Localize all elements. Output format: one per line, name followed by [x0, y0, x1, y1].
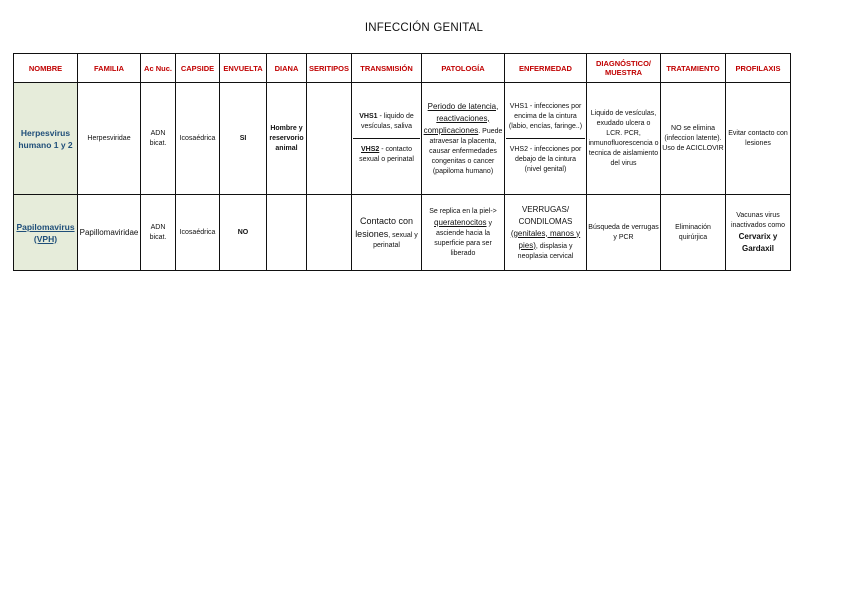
header-cell: FAMILIA: [78, 54, 141, 83]
transmision-cell: [352, 195, 422, 271]
enfermedad-vhs2: VHS2 - infecciones por debajo de la cintura (nivel genital): [509, 146, 582, 173]
vhs1-text: - liquido de vesículas, saliva: [361, 113, 414, 130]
table-row: [14, 83, 791, 195]
header-cell: TRATAMIENTO: [661, 54, 726, 83]
table-row: [14, 195, 791, 271]
virus-name-cell: [14, 195, 78, 271]
header-cell: TRANSMISIÓN: [352, 54, 422, 83]
tratamiento-cell: NO se elimina (infeccion latente). Uso de ACICLOVIR: [661, 83, 726, 195]
enfermedad-link-text: (genitales, manos y pies): [510, 228, 581, 250]
patologia-post: y asciende hacia la superficie para ser liberado: [434, 219, 492, 257]
capside-cell: Icosaédrica: [176, 195, 220, 271]
transmision-cell: [352, 83, 422, 195]
envuelta-cell: SI: [220, 83, 267, 195]
patologia-link-text: Periodo de latencia, reactivaciones, complicaciones: [423, 101, 499, 135]
seritipos-cell: [307, 83, 352, 195]
profilaxis-cell: [726, 195, 791, 271]
header-cell: PROFILAXIS: [726, 54, 791, 83]
vhs2-text: - contacto sexual o perinatal: [359, 146, 414, 163]
diana-cell: Hombre y reservorio animal: [267, 83, 307, 195]
diana-cell: [267, 195, 307, 271]
header-cell: NOMBRE: [14, 54, 78, 83]
tratamiento-cell: Eliminación quirúrjica: [661, 195, 726, 271]
document-title: INFECCIÓN GENITAL: [364, 22, 484, 34]
diagnostico-cell: Liquido de vesículas, exudado ulcera o LCR. PCR, inmunofluorescencia o tecnica de aislamiento del virus: [587, 83, 661, 195]
acnuc-cell: ADN bicat.: [141, 195, 176, 271]
virus-name: Papilomavirus (VPH): [16, 221, 75, 244]
header-cell: Ac Nuc.: [141, 54, 176, 83]
patologia-pre: Se replica en la piel->: [429, 207, 497, 215]
enfermedad-cell: [505, 83, 587, 195]
header-cell: ENFERMEDAD: [505, 54, 587, 83]
seritipos-cell: [307, 195, 352, 271]
infection-table: [13, 53, 791, 271]
header-cell: PATOLOGÍA: [422, 54, 505, 83]
virus-name: Herpesvirus humano 1 y 2: [18, 127, 73, 150]
header-cell: DIANA: [267, 54, 307, 83]
header-cell: CAPSIDE: [176, 54, 220, 83]
transmision-rest: , sexual y perinatal: [373, 231, 418, 249]
transmision-vhs2: [353, 145, 420, 165]
enfermedad-post: , displasia y neoplasia cervical: [517, 242, 574, 260]
envuelta-cell: NO: [220, 195, 267, 271]
header-cell: DIAGNÓSTICO/ MUESTRA: [587, 54, 661, 83]
transmision-main: Contacto con lesiones: [355, 215, 414, 239]
diagnostico-cell: Búsqueda de verrugas y PCR: [587, 195, 661, 271]
vhs1-label: VHS1: [359, 113, 378, 120]
patologia-link-text: queratenocitos: [434, 217, 487, 227]
transmision-vhs1: [353, 112, 420, 139]
profilaxis-pre: Vacunas virus inactivados como: [730, 211, 786, 229]
profilaxis-cell: Evitar contacto con lesiones: [726, 83, 791, 195]
acnuc-cell: ADN bicat.: [141, 83, 176, 195]
profilaxis-bold: Cervarix y Gardaxil: [738, 231, 778, 253]
enfermedad-cell: [505, 195, 587, 271]
patologia-text: . Puede atravesar la placenta, causar enfermedades congenitas o cancer (papiloma humano): [429, 127, 503, 175]
virus-name-cell: [14, 83, 78, 195]
vhs2-label: VHS2: [361, 146, 380, 153]
capside-cell: Icosaédrica: [176, 83, 220, 195]
header-row: [14, 54, 791, 83]
familia-cell: Papillomaviridae: [78, 195, 141, 271]
familia-cell: Herpesviridae: [78, 83, 141, 195]
header-cell: SERITIPOS: [307, 54, 352, 83]
enfermedad-vhs1: VHS1 - infecciones por encima de la cintura (labio, encías, faringe..): [506, 102, 585, 139]
patologia-cell: [422, 195, 505, 271]
header-cell: ENVUELTA: [220, 54, 267, 83]
enfermedad-main: VERRUGAS/ CONDILOMAS: [518, 204, 573, 226]
patologia-cell: [422, 83, 505, 195]
